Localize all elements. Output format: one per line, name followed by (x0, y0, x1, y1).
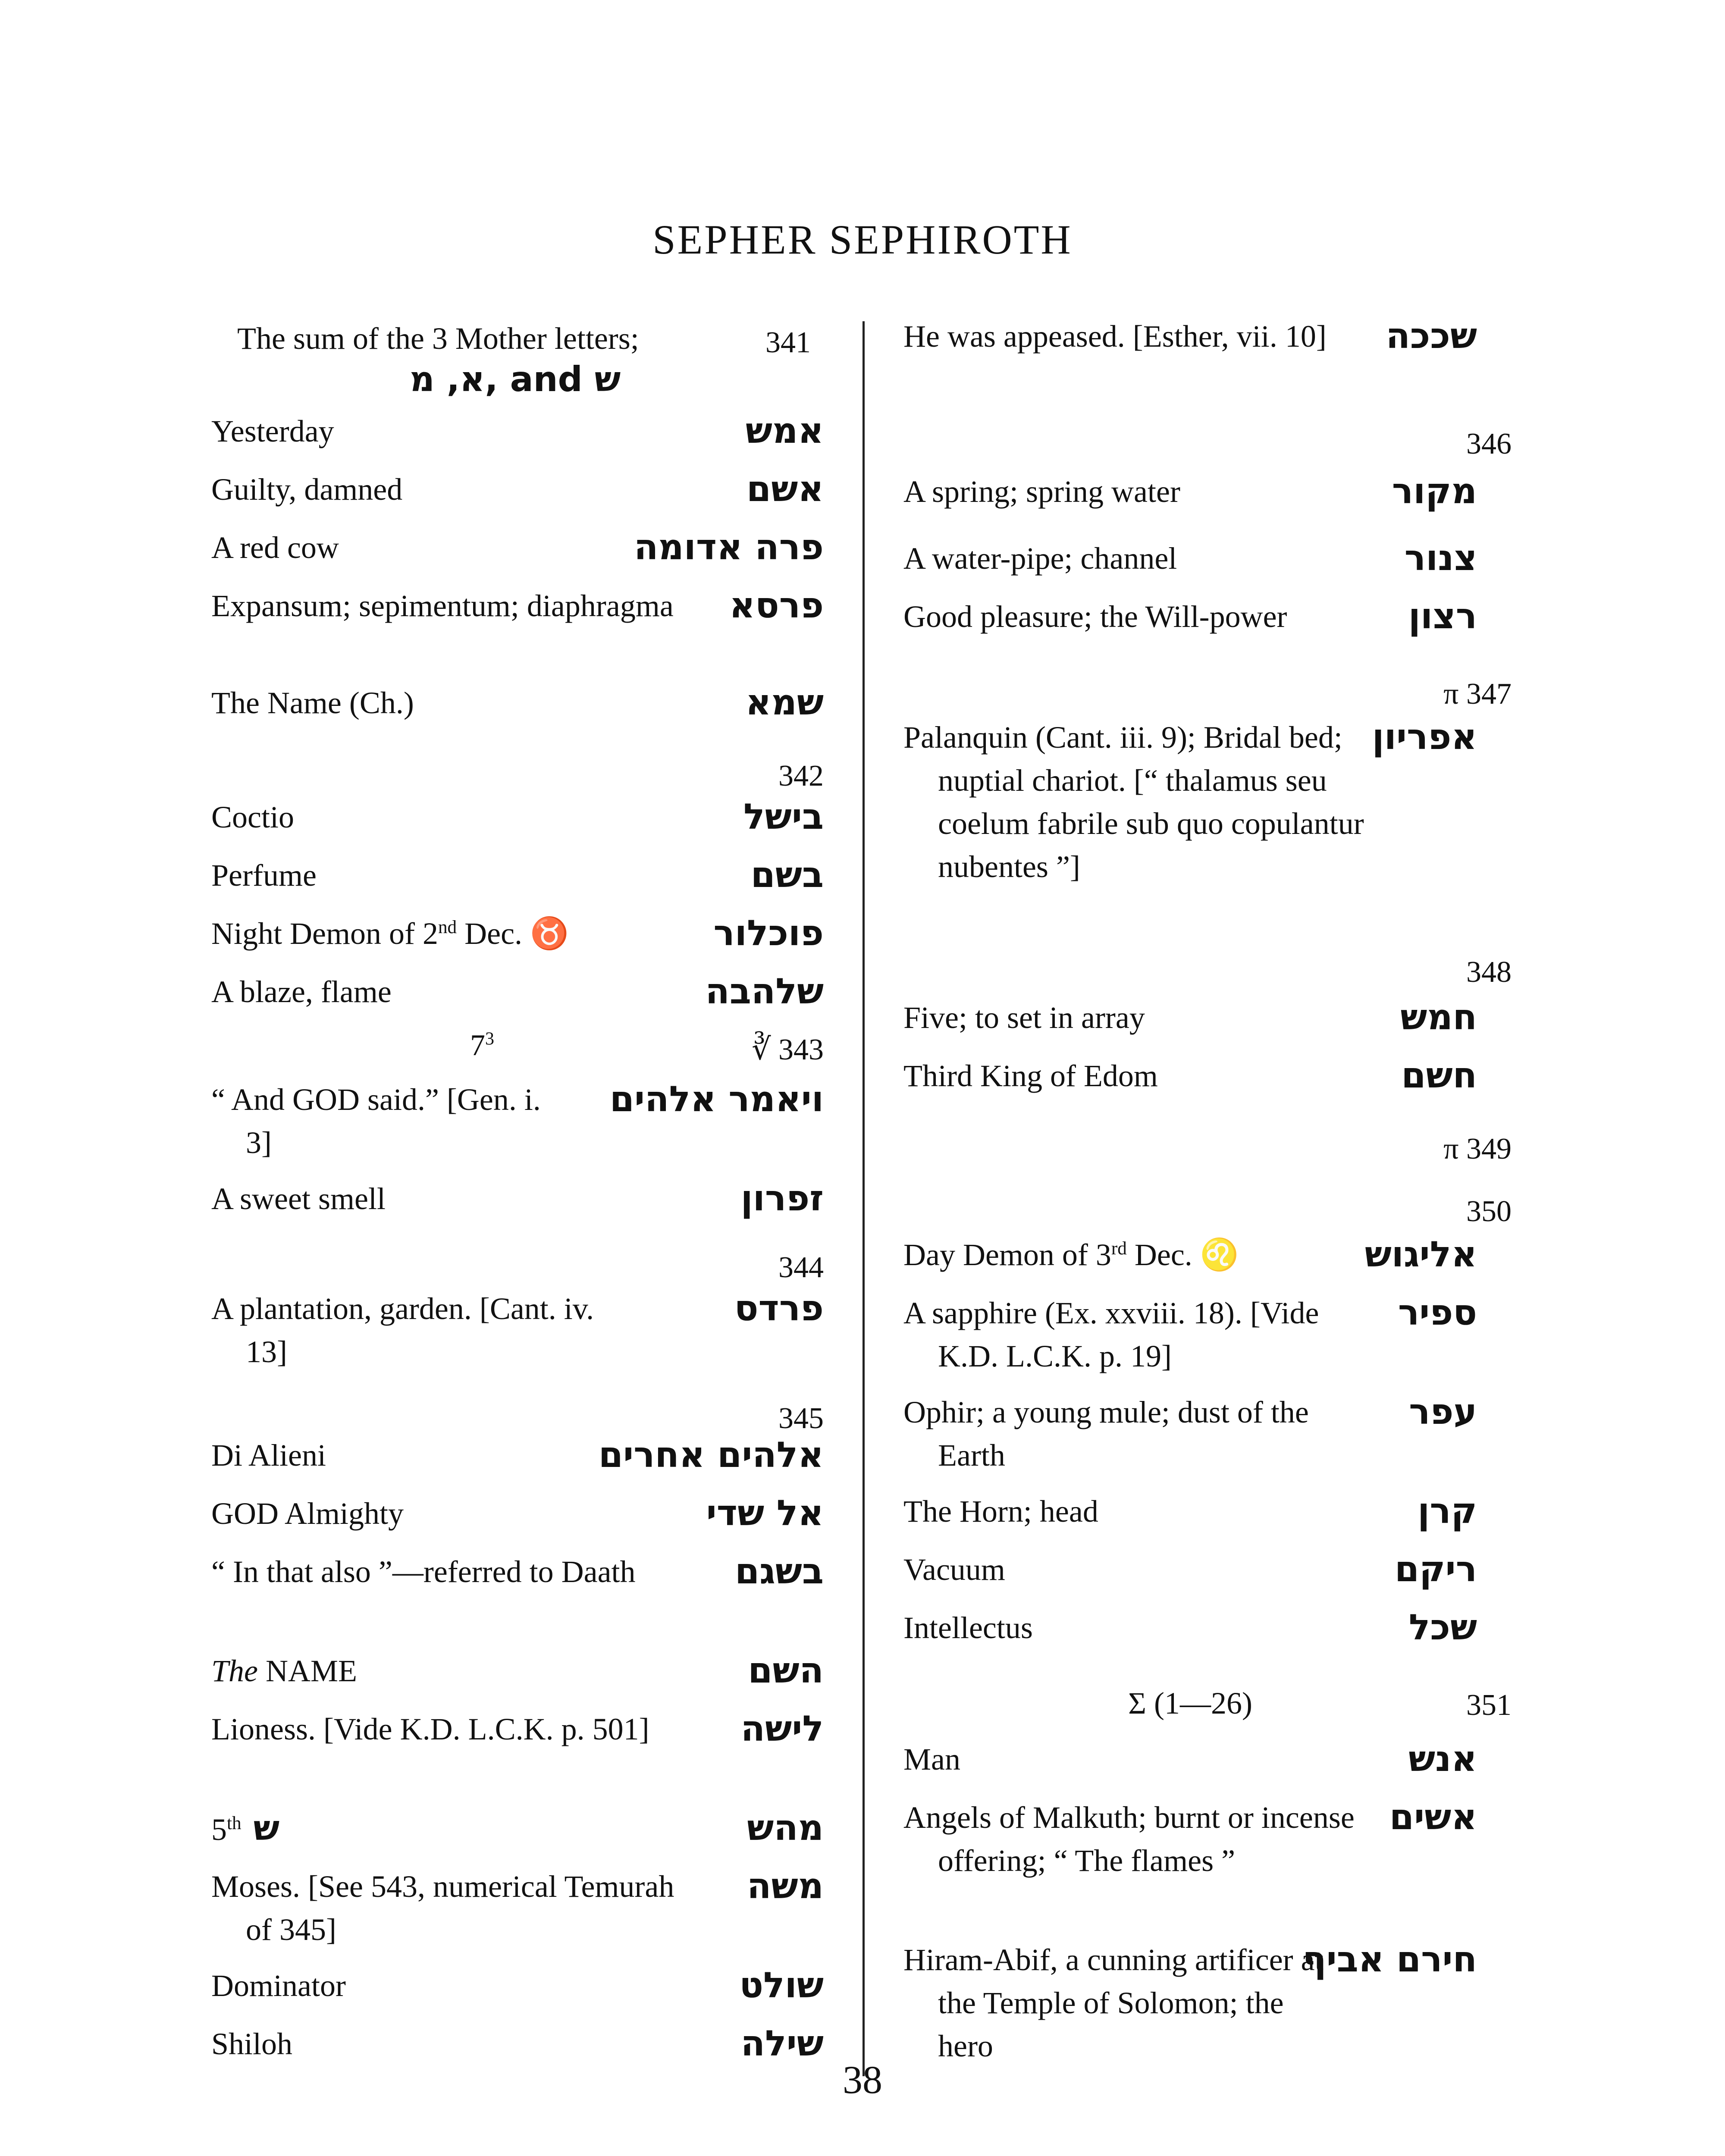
hebrew-word: פרסא (729, 585, 824, 626)
entry-row (211, 1492, 824, 1535)
entry-gloss: Hiram-Abif, a cunning artificer at the Temple of Solomon; the hero (903, 1943, 1324, 2063)
entry-gloss: Third King of Edom (903, 1059, 1158, 1093)
hebrew-word: צנור (1404, 538, 1477, 579)
entry-gloss: Man (903, 1742, 960, 1777)
hebrew-word: חירם אביף (1302, 1939, 1477, 1980)
number-343: ∛ 343 (751, 1033, 824, 1066)
entry-gloss: The sum of the 3 Mother letters; (237, 321, 639, 356)
hebrew-word: אמש (745, 411, 824, 451)
entry-gloss: Angels of Malkuth; burnt or incense offering; “ The flames ” (903, 1800, 1355, 1878)
hebrew-word: שכל (1408, 1607, 1477, 1648)
entry-gloss: “ In that also ”—referred to Daath (211, 1554, 636, 1589)
entry-gloss: GOD Almighty (211, 1496, 404, 1531)
hebrew-word: אשים (1389, 1797, 1477, 1838)
entry-row (211, 1708, 824, 1751)
mother-letters-entry (211, 317, 824, 403)
cube-label: $7^3$ (470, 1029, 494, 1062)
entry-row (211, 1550, 824, 1593)
hebrew-word: בישל (743, 796, 824, 837)
entry-gloss: The NAME (211, 1654, 357, 1688)
entry-gloss: The Name (Ch.) (211, 686, 414, 720)
entry-gloss: Lioness. [Vide K.D. L.C.K. p. 501] (211, 1712, 649, 1746)
entry-row (211, 970, 824, 1013)
entry-gloss: Five; to set in array (903, 1000, 1145, 1035)
entry-gloss: He was appeased. [Esther, vii. 10] (903, 319, 1327, 354)
entry-row (211, 1287, 824, 1373)
hebrew-word: עפר (1409, 1391, 1477, 1432)
entry-row (903, 537, 1477, 580)
hebrew-word: ספיר (1398, 1292, 1477, 1333)
hebrew-word: אליגוש (1364, 1234, 1477, 1275)
number-341: 341 (765, 326, 811, 359)
entry-row (211, 584, 824, 627)
entry-row (211, 796, 824, 839)
entry-row (903, 1738, 1477, 1781)
hebrew-word: שולט (739, 1965, 824, 2006)
entry-gloss: Guilty, damned (211, 472, 403, 507)
entry-gloss: A water-pipe; channel (903, 541, 1177, 576)
hebrew-word: משה (747, 1866, 824, 1907)
number-342: 342 (778, 759, 824, 793)
hebrew-word: רצון (1408, 596, 1477, 637)
hebrew-word: לישה (740, 1708, 824, 1749)
hebrew-word: פרדס (734, 1288, 824, 1329)
entry-gloss: A spring; spring water (903, 474, 1180, 509)
hebrew-word: אלהים אחרים (598, 1435, 824, 1476)
entry-row (903, 595, 1477, 638)
hebrew-word: ויאמר אלהים (609, 1079, 824, 1120)
entry-row (903, 1291, 1477, 1378)
page-number: 38 (843, 2058, 882, 2102)
entry-row (211, 1807, 824, 1851)
entry-row (903, 470, 1477, 513)
hebrew-word: ריקם (1395, 1549, 1477, 1590)
hebrew-word: אשם (746, 469, 824, 510)
entry-row (903, 1548, 1477, 1591)
hebrew-word: אנש (1408, 1739, 1477, 1780)
entry-row (903, 1606, 1477, 1649)
hebrew-word: שמא (745, 682, 824, 723)
entry-gloss: Coctio (211, 800, 294, 834)
number-344: 344 (778, 1251, 824, 1284)
entry-row (903, 315, 1477, 358)
entry-row (903, 1490, 1477, 1533)
entry-row (211, 1434, 824, 1477)
hebrew-word: שככה (1386, 316, 1477, 357)
entry-gloss: Night Demon of 2nd Dec. ♉ (211, 916, 569, 951)
hebrew-word: בשם (750, 855, 824, 896)
hebrew-word: שילה (740, 2023, 824, 2064)
number-351: 351 (1466, 1689, 1512, 1722)
entry-row (211, 1964, 824, 2007)
hebrew-word: אפריון (1372, 717, 1477, 758)
number-347: π 347 (1443, 677, 1512, 711)
entry-gloss: Intellectus (903, 1611, 1033, 1645)
number-350: 350 (1466, 1195, 1512, 1228)
entry-gloss: Day Demon of 3rd Dec. ♌ (903, 1238, 1239, 1272)
mother-letters-list (410, 358, 621, 402)
entry-gloss: A sapphire (Ex. xxviii. 18). [Vide K.D. L.C.K. p. 19] (903, 1296, 1319, 1373)
number-348: 348 (1466, 956, 1512, 989)
entry-row (211, 526, 824, 569)
hebrew-word: מהש (747, 1808, 824, 1849)
entry-gloss: A plantation, garden. [Cant. iv. 13] (211, 1291, 594, 1369)
entry-row (211, 681, 824, 724)
entry-row (903, 996, 1477, 1039)
entry-gloss: Yesterday (211, 414, 334, 448)
hebrew-word: חמש (1400, 997, 1477, 1038)
number-345: 345 (778, 1402, 824, 1435)
entry-gloss: Ophir; a young mule; dust of the Earth (903, 1395, 1309, 1473)
entry-gloss: Palanquin (Cant. iii. 9); Bridal bed; nuptial chariot. [“ thalamus seu coelum fabrile sub quo copulantur nubentes ”] (903, 720, 1364, 884)
column-divider (862, 321, 865, 2076)
entry-row (903, 1233, 1477, 1276)
hebrew-word: השם (748, 1650, 824, 1691)
hebrew-word: קרן (1418, 1491, 1477, 1532)
entry-gloss: Moses. [See 543, numerical Temurah of 345] (211, 1869, 674, 1947)
number-346: 346 (1466, 427, 1512, 461)
number-349: π 349 (1443, 1132, 1512, 1166)
entry-row (211, 410, 824, 453)
entry-gloss: Shiloh (211, 2027, 293, 2061)
hebrew-word: אל שדי (706, 1493, 824, 1534)
entry-gloss: Perfume (211, 858, 317, 893)
entry-row (903, 716, 1477, 888)
entry-row (211, 1177, 824, 1220)
page-title: SEPHER SEPHIROTH (652, 216, 1073, 263)
entry-gloss: Good pleasure; the Will-power (903, 599, 1287, 634)
entry-row (211, 468, 824, 511)
entry-row (211, 1865, 824, 1951)
hebrew-word: מקור (1392, 471, 1477, 512)
hebrew-word: פרה אדומה (634, 527, 824, 568)
entry-gloss: A sweet smell (211, 1181, 386, 1216)
entry-row (211, 1078, 824, 1164)
entry-row (903, 1054, 1477, 1097)
entry-gloss: A red cow (211, 530, 339, 565)
entry-row (211, 912, 824, 955)
hebrew-word: שלהבה (705, 971, 824, 1012)
entry-gloss: 5th ש (211, 1808, 280, 1848)
hebrew-word: חשם (1401, 1055, 1477, 1096)
entry-gloss: A blaze, flame (211, 975, 392, 1009)
entry-row (211, 854, 824, 897)
entry-row (903, 1796, 1477, 1882)
entry-row (903, 1391, 1477, 1477)
hebrew-letters: א, מ, and ש (410, 359, 621, 399)
entry-gloss: The Horn; head (903, 1494, 1098, 1529)
entry-row (903, 1938, 1477, 2068)
entry-gloss: Dominator (211, 1968, 346, 2003)
sigma-label: Σ (1—26) (1128, 1686, 1252, 1720)
hebrew-word: פוכלור (713, 913, 824, 954)
entry-row (211, 1649, 824, 1692)
entry-gloss: “ And GOD said.” [Gen. i. 3] (211, 1082, 541, 1160)
entry-gloss: Expansum; sepimentum; diaphragma (211, 589, 674, 623)
hebrew-word: בשגם (735, 1551, 824, 1592)
entry-gloss: Vacuum (903, 1552, 1005, 1587)
entry-gloss: Di Alieni (211, 1438, 326, 1473)
hebrew-word: זפרון (740, 1178, 824, 1219)
